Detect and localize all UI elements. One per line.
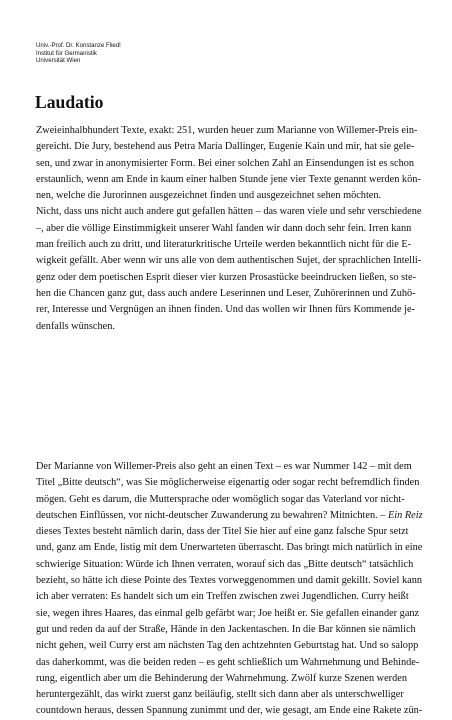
text-line: –, aber die völlige Einstimmigkeit unserer Wahl fanden wir dann doch sehr fein. Irren kann [36, 222, 412, 234]
text-line: gut und reden da auf der Straße, Hände in den Jackentaschen. In die Bar können sie nämlich [36, 623, 416, 635]
author-university: Universität Wien [36, 57, 81, 65]
text-line: Titel „Bitte deutsch“, was Sie möglicherweise eigenartig oder sogar recht befremdlich finden [36, 477, 420, 489]
text-line: wigkeit gefällt. Aber wenn wir uns alle von dem authentischen Sujet, der sprachlichen Intelli- [36, 255, 422, 267]
text-line: sie, wegen ihres Haares, das einmal gelb gefärbt war; Joe heißt er. Sie gefallen einander ganz [36, 607, 420, 619]
emphasis: Ein Reiz [388, 509, 423, 521]
text-line: rer, Interesse und Vergnügen an ihnen finden. Und das wollen wir Ihnen fürs Kommende je- [36, 304, 415, 316]
text-line: sen, und zwar in anonymisierter Form. Bei einer solchen Zahl an Einsendungen ist es schon [36, 157, 415, 169]
author-institute: Institut für Germanistik [36, 49, 97, 57]
author-header [36, 42, 336, 65]
text-line: das daherkommt, was die beiden reden – es geht schließlich um Wahrnehmung und Behinde- [36, 656, 420, 668]
document-title: Laudatio [35, 92, 104, 112]
text-line: nicht gehen, weil Curry erst am nächsten Tag den achtzehnten Geburtstag hat. Und so salopp [36, 640, 419, 652]
text-line: hen die Chancen ganz gut, dass auch andere Leserinnen und Leser, Zuhörerinnen und Zuhö- [36, 287, 416, 299]
text-line: deutschen Einflüssen, vor nicht-deutscher Zuwanderung zu bewahren? Mitnichten. – Ein Reiz [36, 509, 423, 521]
text-line: heruntergezählt, das wirkt zuerst ganz beiläufig, stellt sich dann aber als unterschwelliger [36, 689, 404, 701]
text-line: Zweieinhalbhundert Texte, exakt: 251, wurden heuer zum Marianne von Willemer-Preis ein- [36, 125, 418, 136]
text-line: rung, eigentlich aber um die Behinderung der Wahrnehmung. Zwölf kurze Szenen werden [36, 672, 407, 684]
text-line: Nicht, dass uns nicht auch andere gut gefallen hätten – das waren viele und sehr verschiedene [36, 206, 422, 218]
text-line: dieses Textes besteht nämlich darin, dass der Titel Sie hier auf eine ganz falsche Spur setzt [36, 526, 409, 538]
author-name: Univ.-Prof. Dr. Konstanze Fliedl [36, 42, 121, 49]
text-line: Der Marianne von Willemer-Preis also geht an einen Text – es war Nummer 142 – mit dem [36, 461, 412, 472]
text-line: und, ganz am Ende, listig mit dem Unerwarteten überrascht. Das bringt mich natürlich in eine [36, 542, 423, 554]
paragraph-2 [36, 459, 423, 720]
text-line: erstaunlich, wenn am Ende in kaum einer halben Stunde jene vier Texte genannt werden kön- [36, 173, 421, 185]
paragraph-1 [36, 123, 420, 335]
text-line: gereicht. Die Jury, bestehend aus Petra Maria Dallinger, Eugenie Kain und mir, hat sie gele- [36, 141, 415, 153]
text-line: mögen. Geht es darum, die Muttersprache oder womöglich sogar das Vaterland vor nicht- [36, 493, 405, 505]
text-line: genz oder dem poetischen Esprit dieser vier kurzen Prosastücke beeindrucken ließen, so ste- [36, 271, 416, 283]
text-line: man freilich auch zu dritt, und literaturkritische Urteile werden bekanntlich nicht für die E- [36, 239, 412, 251]
text-line: denfalls wünschen. [36, 320, 115, 332]
text-line: ich aber verraten: Es handelt sich um ein Treffen zwischen zwei Jugendlichen. Curry heißt [36, 591, 409, 603]
text-line: bezieht, so hätte ich diese Pointe des Textes vorweggenommen und damit gekillt. Soviel kann [36, 575, 422, 587]
text-line: schwierige Situation: Würde ich Ihnen verraten, worauf sich das „Bitte deutsch“ tatsächlich [36, 558, 414, 570]
text-line: nen, welche die Jurorinnen ausgezeichnet finden und ausgezeichnet sehen möchten. [36, 190, 382, 202]
text-line: countdown heraus, dessen Spannung zunimmt und der, wie gesagt, am Ende eine Rakete zün- [36, 705, 423, 717]
